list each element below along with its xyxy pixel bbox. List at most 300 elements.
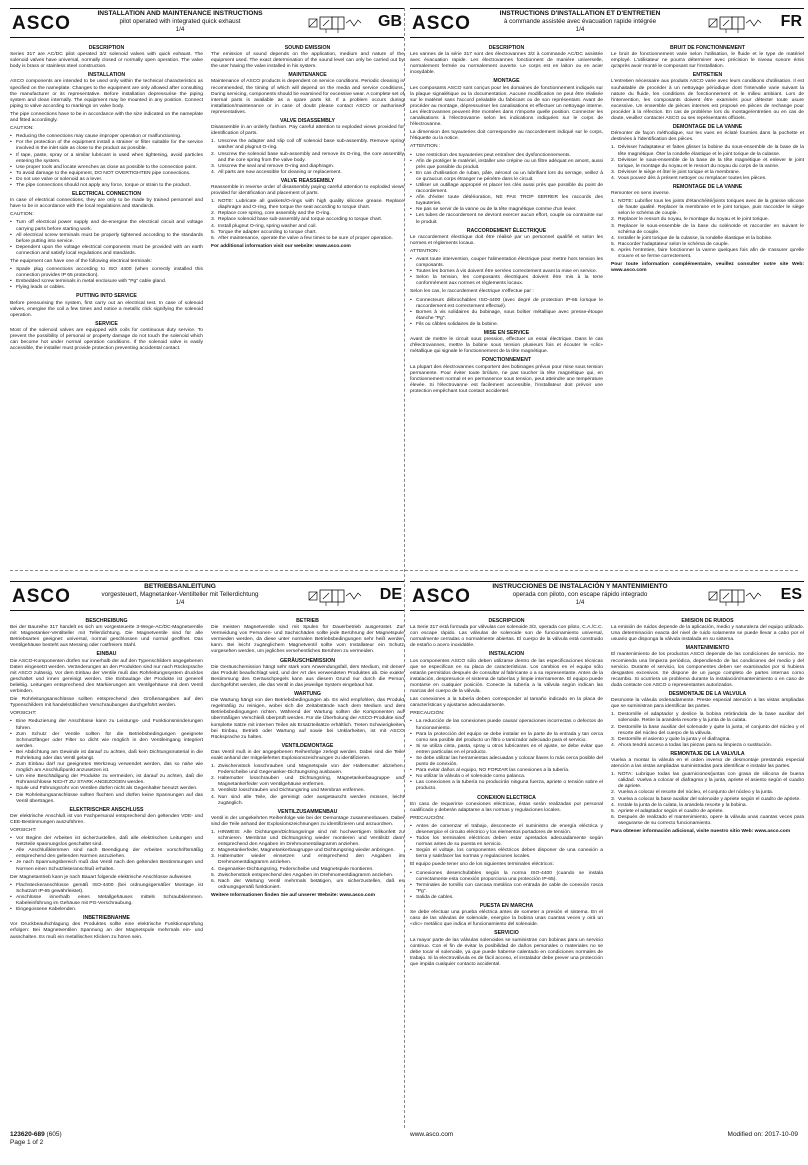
paragraph: Series 317 are AC/DC pilot operated 3/2 solenoid valves with quick exhaust. The solenoid valves have universal, normally closed or normally open operation. The valve body is brass or stainless steel construction. — [10, 52, 203, 70]
numbered-item: 5. Apriete el adaptador según el cuadro de apriete. — [611, 808, 724, 814]
paragraph: La plupart des électrovannes comportent des bobinages prévus pour mise sous tension permanente. Pour éviter toute brûlure, ne pas toucher la tête magnétique qui, en fonctionnement normal et en permanence sous tension, peut atteindre une température élevée. Si l'électrovanne est facilement accessible, l'installateur doit prévoir une protection empêchant tout contact accidentel. — [410, 364, 603, 394]
header-subtitle: vorgesteuert, Magnetanker-Ventilteller mit Tellerdichtung — [101, 591, 259, 598]
numbered-item: 5. Raccorder l'adaptateur selon le schéma de couple. — [611, 241, 730, 247]
paragraph: Les vannes de la série 317 sont des électrovannes 3/2 à commande AC/DC assistée avec évacuation rapide. Les électrovannes fonctionnent de manière universelle, normalement fermée ou normalement ouverte. Le corps est en laiton ou en acier inoxydable. — [410, 52, 603, 76]
section-heading: DESCRIPCION — [488, 618, 525, 624]
numbered-item: 3. Replace solenoid base sub-assembly and torque according to torque chart. — [211, 217, 383, 223]
text-column — [211, 616, 404, 1121]
website-note — [611, 262, 804, 274]
bullet-item: • Une restriction des tuyauteries peut entraîner des dysfonctionnements. — [410, 153, 603, 159]
paragraph: La emisión de ruidos depende de la aplicación, medio y naturaleza del equipo utilizado. Una determinación exacta del nivel de ruido solamente se puede llevar a cabo por el usuario que disponga la válvula instalada en su sistema. — [611, 625, 804, 643]
bullet-item: • Bornes à vis solidaires du bobinage, sous boîtier métallique avec presse-étoupe étanche "Pg". — [410, 310, 603, 322]
column-container — [10, 616, 404, 1121]
instruction-section-de — [10, 581, 404, 1126]
section-heading: MONTAGE — [493, 78, 520, 85]
header-title: BETRIEBSANLEITUNG — [144, 583, 216, 590]
bullet-item: • Eingegossene Kabelenden. — [10, 907, 203, 913]
bullet-item: • Dependent upon the voltage electrical components must be provided with an earth connection and satisfy local regulations and standards. — [10, 245, 203, 257]
numbered-list — [211, 139, 404, 176]
paragraph: La Serie 317 está formada por válvulas con solenoide 3/2, operada con piloto, C.A./C.C. con escape rápido. Las válvulas de solenoide son de funcionamiento universal, normalmente cerradas o normalmente abiertas. El cuerpo de la válvula está construido de estaño o acero inoxidable. — [410, 625, 603, 649]
website-note — [211, 893, 404, 899]
bullet-list — [10, 220, 203, 257]
item-number: 2. — [611, 790, 616, 796]
section-heading: FONCTIONNEMENT — [482, 357, 531, 364]
header-subtitle: à commande assistée avec évacuation rapide intégrée — [503, 18, 657, 25]
item-number: 5. — [211, 229, 216, 235]
item-number: 3. — [211, 163, 216, 169]
section-heading: BRUIT DE FONCTIONNEMENT — [670, 45, 745, 51]
item-number: 4. — [211, 223, 216, 229]
bullet-item: • No utilizar la válvula o el solenoide como palanca. — [410, 774, 603, 780]
section-heading: CONEXION ELECTRICA — [477, 794, 536, 801]
paragraph: Avant de mettre le circuit sous pression, effectuer un essai électrique. Dans le cas d'électrovannes, mettre la bobine sous tension plusieurs fois et écouter le «clic» métallique qui signale le fonctionnement de la tête magnétique. — [410, 337, 603, 355]
paragraph: Die Wartung hängt von den Betriebsbedingungen ab. Es wird empfohlen, das Produkt regelmäßig zu reinigen, wobei sich die Zeitabstände nach dem Medium und den Betriebsbedingungen richten. Während der Wartung sollten die Komponenten auf übermäßigen Verschleiß überprüft werden. Für die Überholung der ASCO-Produkte sind komplette Sätze mit internen Teilen als Ersatzteilsätze erhältlich. Treten Schwierigkeiten bei Einbau, Betrieb oder Wartung auf sowie bei Unklarheiten, ist mit ASCO Rücksprache zu halten. — [211, 698, 404, 740]
section-heading: GERÄUSCHEMISSION — [279, 657, 336, 664]
section-header — [10, 8, 404, 38]
section-heading: WARTUNG — [294, 691, 321, 698]
numbered-item: 5. Torque the adapter according to torque chart. — [211, 229, 317, 235]
section-heading: VENTILZUSAMMENBAU — [277, 808, 338, 815]
numbered-item: 2. Haltemutter losschrauben und Dichtungsring, Magnetankerbaugruppe und Magnetankerfeder vom Ventilgehäuse entfernen. — [211, 776, 404, 788]
bullet-item: • Todos los terminales eléctricos deben estar apretados adecuadamente según normas antes de su puesta en servicio. — [410, 836, 603, 848]
numbered-item: 2. Unscrew the solenoid base sub-assembly and remove its O-ring, the core assembly and the core spring from the valve body. — [211, 151, 404, 163]
section-heading: INSTALACION — [488, 651, 525, 658]
paragraph: Las conexiones a la tubería deben corresponder al tamaño indicado en la placa de características y ajustarse adecuadamente. — [410, 697, 603, 709]
numbered-item: 4. Ahora tendrá acceso a todas las piezas para su limpieza o sustitución. — [611, 742, 772, 748]
item-number: 2. — [211, 211, 216, 217]
bullet-item: • En cas d'utilisation de ruban, pâte, aérosol ou un lubrifiant lors du serrage, veillez à ce qu'aucun corps étranger ne pénètre dans le circuit. — [410, 171, 603, 183]
paragraph: La dimension des tuyauteries doit correspondre au raccordement indiqué sur le corps, l'étiquette ou la notice. — [410, 130, 603, 142]
paragraph: Selon les cas, le raccordement électrique s'effectue par : — [410, 289, 534, 295]
header-subtitle: operada con piloto, con escape rápido integrado — [512, 591, 648, 598]
asco-logo: ASCO — [12, 13, 71, 34]
numbered-item: 2. Vuelva a colocar el resorte del núcleo, el conjunto del núcleo y la junta. — [611, 790, 774, 796]
bullet-item: • Um eine Beschädigung der Produkte zu vermeiden, ist darauf zu achten, daß die Rohranschlüsse NICHT ZU STARK ANGEZOGEN werden. — [10, 774, 203, 786]
numbered-item: 1. NOTE: Lubricate all gaskets/O-rings with high quality silicone grease. Replace diaphragm and O-ring, then torque the seat according to torque chart. — [211, 199, 404, 211]
bullet-list — [410, 298, 603, 328]
bullet-item: • Antes de comenzar el trabajo, desconecte el suministro de energía eléctrica y desenergice el circuito eléctrico y los elementos portadores de tensión. — [410, 824, 603, 836]
bullet-item: • Las conexiones a la tubería no producirán ninguna fuerza, apriete o tensión sobre el producto. — [410, 780, 603, 792]
bullet-list — [10, 267, 203, 291]
item-number: 2. — [211, 151, 216, 157]
section-heading: VENTILDEMONTAGE — [281, 742, 334, 749]
bullet-list — [410, 719, 603, 792]
paragraph: El mantenimiento de los productos ASCO depende de las condiciones de servicio. Se recomienda una limpieza periódica, dependiendo de las condiciones del medio y del servicio. Durante el servicio, los componentes deben ser examinados por si hubiera desgastes excesivos. Se dispone de un juego completo de partes internas como recambio. Si ocurriera un problema durante la instalación/mantenimiento o en caso de duda contacte con ASCO o representantes autorizados. — [611, 652, 804, 688]
item-number: 6. — [611, 247, 616, 253]
website-note-text: Para obtener información adicional, visite nuestro sitio Web: www.asco.com — [611, 829, 791, 834]
numbered-item: 4. Vous pouvez dès à présent nettoyer ou remplacer toutes les pièces. — [611, 175, 767, 181]
item-number: 5. — [611, 241, 616, 247]
paragraph: Démonter de façon méthodique, sur les vues en éclaté fournies dans la pochette et destinées à l'identification des pièces. — [611, 131, 804, 143]
instruction-section-gb — [10, 8, 404, 553]
bullet-item: • Embedded screw terminals in metal enclosure with "Pg" cable gland. — [10, 279, 203, 285]
paragraph: Die ASCO-Komponenten dürfen nur innerhalb der auf den Typenschildern angegebenen Daten eingesetzt werden. Veränderungen an den Produkten sind nur nach Rücksprache mit ASCO zulässig. Vor dem Einbau der Ventile muß das Rohrleitungssystem drucklos geschaltet und innen gereinigt werden. Die Einbaulage der Produkte ist generell beliebig. Leitungen entsprechend den Markierungen am Ventilgehäuse mit dem Ventil verbinden. — [10, 658, 203, 695]
text-column — [10, 616, 203, 1121]
bullet-item: • Vor Beginn der Arbeiten ist sicherzustellen, daß alle elektrischen Leitungen und Netzteile spannungslos geschaltet sind. — [10, 836, 203, 848]
paragraph: Die meisten Magnetventile sind mit Spulen für Dauerbetrieb ausgerüstet. Zur Vermeidung von Personen- und Sachschäden sollte jede Berührung der Magnetspule vermieden werden, da diese unter normalen Betriebsbedingungen sehr heiß werden kann. Bei leicht zugänglichem Magnetventil sollte vom Installateur ein Schutz vorgesehen werden, um jegliches versehentliches Berühren zu vermeiden. — [211, 625, 404, 655]
numbered-item: 2. Replace core spring, core assembly and the O-ring. — [211, 211, 331, 217]
paragraph: ATTENTION : — [410, 144, 441, 150]
bullet-item: • Si se utiliza cinta, pasta, spray u otros lubricantes en el ajuste, se debe evitar que entren partículas en el producto. — [410, 744, 603, 756]
numbered-item: 3. Ventilsitz losschrauben und Dichtungsring und Membran entfernen. — [211, 788, 365, 794]
paragraph: In case of electrical connections, they are only to be made by trained personnel and have to be in accordance with the local regulations and standards. — [10, 198, 203, 210]
bullet-item: • Flying leads or cables. — [10, 285, 203, 291]
section-heading: ELEKTRISCHER ANSCHLUSS — [69, 806, 144, 813]
bullet-item: • Salida de cables. — [410, 895, 603, 901]
text-column — [611, 43, 804, 548]
item-number: 1. — [611, 712, 616, 718]
bullet-item: • Zum Einbau darf nur geeignetes Werkzeug verwendet werden, das so nahe wie möglich am Anschlußpunkt anzusetzen ist. — [10, 762, 203, 774]
paragraph: CAUTION: — [10, 212, 34, 218]
item-number: 2. — [611, 724, 616, 730]
paragraph: Der elektrische Anschluß ist von Fachpersonal entsprechend den geltenden VDE- und CEE-Bestimmungen auszuführen. — [10, 813, 203, 825]
item-number: 4. — [211, 169, 216, 175]
instruction-section-es — [410, 581, 804, 1126]
item-number: 4. — [211, 794, 216, 800]
item-number: 4. — [611, 802, 616, 808]
section-heading: REMONTAJE DE LA VALVULA — [670, 750, 745, 757]
paragraph: The emission of sound depends on the application, medium and nature of the equipment used. The exact determination of the sound level can only be carried out by the user having the valve installed in his system. — [211, 52, 404, 70]
paragraph: VORSICHT: — [10, 828, 37, 833]
vertical-cut-line — [404, 8, 405, 1128]
section-heading: VALVE REASSEMBLY — [280, 177, 335, 184]
item-number: 1. — [211, 830, 216, 835]
numbered-item: 6. Después de realizado el mantenimiento, opere la válvula unas cuantas veces para asegurarse de su correcto funcionamiento. — [611, 814, 804, 826]
numbered-item: 4. Nun sind alle Teile, die gereinigt oder ausgetauscht werden müssen, leicht zugänglich. — [211, 794, 404, 806]
numbered-item: 3. Destornille el asiento y quite la junta y el diafragma. — [611, 736, 731, 742]
section-heading: ELECTRICAL CONNECTION — [71, 191, 142, 198]
numbered-item: 2. Replacer le ressort du noyau, le montage du noyau et le joint torique. — [611, 217, 769, 223]
numbered-item: 1. Dévisser l'adaptateur et faites glisser la bobine du sous-ensemble de la base de la tête magnétique. Ôter la rondelle élastique et le joint torique de la culasse. — [611, 145, 804, 157]
paragraph: PRECAUCIÓN: — [410, 711, 445, 717]
section-heading: SERVICE — [95, 320, 118, 327]
bullet-item: • Afin de protéger le matériel, installer une crépine ou un filtre adéquat en amont, aussi près que possible du produit. — [410, 159, 603, 171]
item-number: 3. — [611, 169, 616, 175]
bullet-item: • Spade plug connections according to ISO 4400 (when correctly installed this connection provides IP 65 protection). — [10, 267, 203, 279]
header-page: 1/4 — [575, 26, 585, 33]
bullet-list — [410, 153, 603, 226]
paragraph: Desmonte la válvula ordenadamente. Preste especial atención a las vistas ampliadas que se suministran para identificar las partes. — [611, 698, 804, 710]
item-number: 4. — [611, 175, 616, 181]
section-heading: BESCHREIBUNG — [85, 618, 128, 624]
revision: (605) — [46, 1131, 62, 1138]
bullet-item: • Se debe utilizar las herramientas adecuadas y colocar llaves lo más cerca posible del punto de conexión. — [410, 756, 603, 768]
paragraph: Das Ventil muß in der angegebenen Reihenfolge zerlegt werden. Dabei sind die Teile exakt anhand der mitgelieferten Explosionszeichnungen zu identifizieren. — [211, 749, 404, 761]
section-heading: EINBAU — [96, 651, 117, 658]
section-heading: INBETRIEBNAHME — [83, 915, 130, 922]
section-heading: REMONTAGE DE LA VANNE — [672, 183, 743, 190]
paragraph: VORSICHT: — [10, 711, 37, 717]
bullet-item: • Anschlüsse innerhalb eines Metallgehäuses mittels Schraubklemmen. Kabeleinführung im Gehäuse mit PG-Verschraubung. — [10, 895, 203, 907]
section-heading: BETRIEB — [296, 618, 319, 624]
bullet-item: • The pipe connections should not apply any force, torque or strain to the product. — [10, 183, 203, 189]
numbered-item: 4. Installer le joint torique de la culasse, la rondelle élastique et la bobine. — [611, 235, 773, 241]
bullet-list — [10, 719, 203, 804]
item-number: 3. — [211, 217, 216, 223]
language-code: FR — [780, 13, 802, 30]
website-note-text: Weitere Informationen finden Sie auf unserer Website: www.asco.com — [211, 892, 375, 898]
bullet-list — [410, 257, 603, 287]
valve-symbol-icon — [306, 587, 364, 607]
bullet-list — [410, 824, 603, 861]
paragraph: Los componentes ASCO sólo deben utilizarse dentro de las especificaciones técnicas que se especifican en su placa de características. Los cambios en el equipo sólo estarán permitidos después de consultar al fabricante o a su representante. Antes de la instalación, despresurice el sistema de tuberías y limpie internamente. El equipo puede montarse en cualquier posición. Conecte la tubería a la válvula según indican las marcas del cuerpo de la válvula. — [410, 658, 603, 695]
section-header — [10, 581, 404, 611]
paragraph: En caso de requerirse conexiones eléctricas, éstas serán realizadas por personal cualificado y deberán adaptarse a las normas y regulaciones locales. — [410, 801, 603, 813]
paragraph: Vor Druckbeaufschlagung des Produktes sollte eine elektrische Funktionsprüfung erfolgen: Bei Magnetventilen Spannung an der Magnetspule mehrmals ein- und ausschalten. Es muß ein metallisches Klicken zu hören sein. — [10, 922, 203, 940]
paragraph: Ventil in der umgekehrten Reihenfolge wie bei der Demontage zusammenbauen. Dabei sind die Teile anhand der Explosionszeichnungen zu identifizieren und anzuordnen. — [211, 815, 404, 827]
bullet-item: • Avant toute intervention, couper l'alimentation électrique pour mettre hors tension les composants. — [410, 257, 603, 269]
column-container — [410, 616, 804, 1121]
header-title: INSTRUCTIONS D'INSTALLATION ET D'ENTRETIEN — [499, 10, 661, 17]
numbered-item: 2. Magnetankerfeder, Magnetankerbaugruppe und Dichtungsring wieder anbringen. — [211, 848, 395, 854]
numbered-item: 1. HINWEIS: Alle Dichtungen/Dichtungsringe sind mit hochwertigem Silikonfett zu schmieren. Membran und Dichtungsring wieder montieren und Ventilsitz dann entsprechend den Angaben im Drehmomentdiagramm anziehen. — [211, 830, 404, 848]
section-heading: MISE EN SERVICE — [483, 330, 530, 337]
footer-web[interactable]: www.asco.com — [410, 1131, 454, 1138]
footer-modified: Modified on: 2017-10-09 — [727, 1131, 798, 1138]
section-heading: DESCRIPTION — [88, 45, 125, 51]
item-number: 6. — [211, 878, 216, 884]
numbered-item: 5. Zwischenstück entsprechend den Angaben im Drehmomentdiagramm anziehen. — [211, 872, 394, 878]
bullet-item: • Toutes les bornes à vis doivent être serrées correctement avant la mise en service. — [410, 269, 603, 275]
item-number: 6. — [211, 235, 216, 241]
bullet-item: • Turn off electrical power supply and de-energise the electrical circuit and voltage carrying parts before starting work. — [10, 220, 203, 232]
column-container — [10, 43, 404, 548]
bullet-item: • Je nach Spannungsbereich muß das Ventil nach den geltenden Bestimmungen und Normen einen Schutzleiteranschluß erhalten. — [10, 860, 203, 872]
bullet-list — [10, 836, 203, 873]
item-number: 2. — [211, 776, 216, 782]
paragraph: Before pressurising the system, first carry out an electrical test. In case of solenoid valves, energise the coil a few times and notice a metallic click signifying the solenoid operation. — [10, 300, 203, 318]
item-number: 5. — [611, 808, 616, 814]
numbered-item: 1. NOTE: Lubrifier tous les joints d'étanchéité/joints toriques avec de la graisse silicone de haute qualité. Replacer la membrane et le joint torique, puis raccorder le siège selon le schéma de couple. — [611, 199, 804, 217]
bullet-item: • Terminales de tornillo con carcasa metálica con entrada de cable de conexión rosca "Pg". — [410, 883, 603, 895]
numbered-item: 3. Haltemutter wieder einsetzen und entsprechend den Angaben im Drehmomentdiagramm anziehen. — [211, 854, 404, 866]
bullet-item: • Reducing the connections may cause improper operation or malfunctioning. — [10, 134, 203, 140]
section-heading: PUTTING INTO SERVICE — [76, 293, 137, 300]
numbered-list — [211, 199, 404, 242]
paragraph: Le bruit de fonctionnement varie selon l'utilisation, le fluide et le type de matériel employé. L'utilisateur ne pourra déterminer avec précision le niveau sonore émis qu'après avoir monté le composant sur l'installation. — [611, 52, 804, 70]
valve-symbol-icon — [306, 14, 364, 34]
numbered-item: 6. Nach der Wartung Ventil mehrmals betätigen, um sicherzustellen, daß es ordnungsgemäß funktioniert. — [211, 878, 404, 890]
bullet-list — [10, 134, 203, 189]
section-heading: MAINTENANCE — [288, 72, 327, 79]
item-number: 5. — [211, 872, 216, 878]
numbered-list — [611, 199, 804, 260]
item-number: 2. — [211, 848, 216, 854]
text-column — [410, 616, 603, 1121]
header-title-block — [58, 10, 302, 34]
paragraph: Bei der Baureihe 317 handelt es sich um vorgesteuerte 3-Wege-AC/DC-Magnetventile mit Magnetanker-Ventilteller mit Tellerdichtung. Die Magnetventile sind für alle Betriebsarten geeignet: universal, normal geschlossen und normal geöffnet. Das Ventilgehäuse besteht aus Messing oder rostfreiem Stahl. — [10, 625, 203, 649]
bullet-list — [410, 871, 603, 901]
paragraph: ASCO components are intended to be used only within the technical characteristics as specified on the nameplate. Changes to the equipment are only allowed after consulting the manufacturer or its representative. Before installation depressurise the piping system and clean internally. The equipment may be mounted in any position. Connect piping to valve according to markings on valve body. — [10, 79, 203, 109]
header-title-block — [458, 10, 702, 34]
language-code: ES — [780, 586, 802, 603]
header-subtitle: pilot operated with integrated quick exhaust — [119, 18, 241, 25]
numbered-item: 4. Instale la junta de la culata, la arandela resorte y la bobina. — [611, 802, 748, 808]
numbered-item: 3. Unscrew the seal and remove O-ring and diaphragm. — [211, 163, 335, 169]
bullet-item: • Connecteurs débrochables ISO-4400 (avec degré de protection IP-65 lorsque le raccordement est correctement effectué). — [410, 298, 603, 310]
section-header — [410, 581, 804, 611]
website-note — [611, 829, 804, 835]
header-page: 1/4 — [575, 599, 585, 606]
item-number: 3. — [211, 854, 216, 860]
paragraph: Vuelva a montar la válvula en el orden inverso de desmontaje prestando especial atención a las vistas ampliadas suministradas para identificar e instalar las partes. — [611, 757, 804, 770]
item-number: 3. — [211, 788, 216, 794]
bullet-item: • All electrical screw terminals must be properly tightened according to the standards before putting into service. — [10, 233, 203, 245]
paragraph: ATTENTION : — [410, 248, 441, 254]
bullet-item: • Les tubes de raccordement ne devront exercer aucun effort, couple ou contrainte sur le produit. — [410, 213, 603, 225]
numbered-item: 4. All parts are now accessible for cleaning or replacement. — [211, 169, 342, 175]
paragraph: Reassemble in reverse order of disassembly paying careful attention to exploded views provided for identification and placement of parts. — [211, 184, 404, 197]
text-column — [211, 43, 404, 548]
bullet-item: • Fils ou câbles solidaires de la bobine. — [410, 322, 603, 328]
item-number: 1. — [611, 199, 616, 205]
bullet-item: • Use proper tools and locate wrenches as close as possible to the connection point. — [10, 165, 203, 171]
item-number: 1. — [611, 145, 616, 151]
language-code: DE — [379, 586, 402, 603]
numbered-list — [211, 764, 404, 807]
numbered-item: 1. Zwischenstück losschrauben und Magnetspule von der Haltemutter abziehen. Federscheibe und Gegenanker-Dichtungsring ausbauen. — [211, 764, 404, 776]
asco-logo: ASCO — [412, 586, 471, 607]
item-number: 4. — [211, 866, 216, 872]
numbered-item: 2. Destornille la base auxiliar del solenoide y quite la junta, el conjunto del núcleo y el resorte del núcleo del cuerpo de la válvula. — [611, 724, 804, 736]
bullet-item: • Conexiones desenchufables según la norma ISO-4400 (cuando se instala correctamente esta conexión proporciona una protección IP-65). — [410, 871, 603, 883]
numbered-item: 2. Dévisser le sous-ensemble de la base de la tête magnétique et enlever le joint torique, le montage du noyau et le ressort du noyau du corps de la vanne. — [611, 157, 804, 169]
page-number: Page 1 of 2 — [10, 1139, 44, 1146]
section-heading: VALVE DISASSEMBLY — [280, 118, 335, 125]
paragraph: Der Magnetantrieb kann je nach Bauart folgende elektrische Anschlüsse aufweisen — [10, 874, 192, 880]
paragraph: The pipe connections have to be in accordance with the size indicated on the nameplate and fitted accordingly. — [10, 111, 203, 124]
item-number: 4. — [611, 742, 616, 748]
item-number: 3. — [611, 796, 616, 802]
website-note — [211, 244, 404, 250]
numbered-list — [611, 145, 804, 182]
bullet-item: • Flachsteckeranschlüsse gemäß ISO-4400 (bei ordnungsgemäßer Montage ist Schutzart IP-65 gewährleistet). — [10, 883, 203, 895]
bullet-item: • Die Rohrleitungsanschlüsse sollten fluchten und dürfen keine Spannungen auf das Ventil übertragen. — [10, 793, 203, 805]
text-column — [611, 616, 804, 1121]
bullet-item: • Eine Reduzierung der Anschlüsse kann zu Leistungs- und Funktionsminderungen führen. — [10, 719, 203, 731]
paragraph: La mayor parte de las válvulas solenoides se suministran con bobinas para un servicio continuo. Con el fin de evitar la posibilidad de daños personales o materiales no se debe tocar el solenoide, ya que puede haberse calentado en condiciones normales de trabajo. Si la electroválvula es de fácil acceso, el instalador debe prever una protección que impida cualquier contacto accidental. — [410, 937, 603, 967]
bullet-item: • For the protection of the equipment install a strainer or filter suitable for the service involved in the inlet side as close to the product as possible. — [10, 140, 203, 152]
paragraph: L'entretien nécessaire aux produits ASCO varie avec leurs conditions d'utilisation. Il est souhaitable de procéder à un nettoyage périodique dont l'intervalle varie suivant la nature du fluide, les conditions de fonctionnement et le milieu ambiant. Lors de l'intervention, les composants doivent être examinés pour détecter toute usure excessive. Un ensemble de pièces internes est proposé en pièces de rechange pour procéder à la réfection. En cas de problème lors du montage/entretien ou en cas de doute, veuillez contacter ASCO ou ses représentants officiels. — [611, 79, 804, 122]
numbered-item: 6. After maintenance, operate the valve a few times to be sure of proper operation. — [211, 235, 393, 241]
paragraph: Most of the solenoid valves are equipped with coils for continuous duty service. To prevent the possibility of personal or property damage do not touch the solenoid which can become hot under normal operation conditions. If the solenoid valve is easily accessible, the installer must provide protection preventing accidental contact. — [10, 327, 203, 352]
horizontal-cut-line — [10, 570, 798, 571]
numbered-list — [211, 830, 404, 891]
section-heading: PUESTA EN MARCHA — [479, 903, 534, 910]
bullet-item: • If tape, paste, spray or a similar lubricant is used when tightening, avoid particles entering the system. — [10, 153, 203, 165]
bullet-item: • Zum Schutz der Ventile sollten für die Betriebsbedingungen geeignete Schmutzfänger oder Filter so dicht wie möglich in den Ventileingang integriert werden. — [10, 732, 203, 750]
bullet-item: • Bei Abdichtung am Gewinde ist darauf zu achten, daß kein Dichtungsmaterial in die Rohrleitung oder das Ventil gelangt. — [10, 750, 203, 762]
text-column — [10, 43, 203, 548]
bullet-item: • To avoid damage to the equipment, DO NOT OVERTIGHTEN pipe connections. — [10, 171, 203, 177]
numbered-item: 4. Install plugnut O-ring, spring washer and coil. — [211, 223, 317, 229]
numbered-item: 3. Vuelva a colocar la base auxiliar del solenoide y apriete según el cuadro de apriete. — [611, 796, 801, 802]
section-heading: MANTENIMIENTO — [685, 645, 730, 652]
valve-symbol-icon — [706, 587, 764, 607]
bullet-item: • Según el voltaje, los componentes eléctricos deben disponer de una conexión a tierra y satisfacer las normas y regulaciones locales. — [410, 848, 603, 860]
paragraph: The equipment can have one of the following electrical terminals: — [10, 259, 152, 264]
numbered-item: 1. Unscrew the adapter and slip coil off solenoid base sub-assembly. Remove spring washer and plugnut O-ring. — [211, 139, 404, 151]
asco-logo: ASCO — [412, 13, 471, 34]
paragraph: Die Geräuschemission hängt sehr stark vom Anwendungsfall, dem Medium, mit denen das Produkt beaufschlagt wird, und der Art des verwendeten Produktes ab. Die exakte Bestimmung des Geräuschpegels kann aus diesem Grund nur durch die Person durchgeführt werden, die das Ventil in das jeweilige System eingebaut hat. — [211, 664, 404, 688]
paragraph: Disassemble in an orderly fashion. Pay careful attention to exploded views provided for identification of parts. — [211, 125, 404, 137]
website-note-text: For additional information visit our website: www.asco.com — [211, 243, 351, 249]
section-heading: DESMONTAJE DE LA VALVULA — [668, 691, 747, 698]
bullet-item: • Para evitar daños al equipo, NO FORZAR las conexiones a la tubería. — [410, 768, 603, 774]
paragraph: PRECAUCIÓN: — [410, 815, 445, 821]
item-number: 1. — [611, 772, 616, 778]
paragraph: Maintenance of ASCO products is dependent on service conditions. Periodic cleaning is recommended, the timing of which will depend on the media and service conditions. During servicing, components should be examined for excessive wear. A complete set of internal parts is available as a spare parts kit. If a problem occurs during installation/maintenance or in case of doubt please contact ASCO or authorised representatives. — [211, 79, 404, 115]
footer-left — [10, 1131, 62, 1147]
bullet-item: • Para la protección del equipo se debe instalar en la parte de la entrada y tan cerca como sea posible del producto un filtro o tamizador adecuado para el servicio. — [410, 732, 603, 744]
paragraph: Se debe efectuar una prueba eléctrica antes de someter a presión el sistema. En el caso de las válvulas de solenoide, energice la bobina unas cuantas veces y oirá un «clic» metálico que indica el funcionamiento del solenoide. — [410, 910, 603, 928]
header-title: INSTALLATION AND MAINTENANCE INSTRUCTIONS — [97, 10, 263, 17]
paragraph: Les composants ASCO sont conçus pour les domaines de fonctionnement indiqués sur la plaque signalétique ou la documentation. Aucune modification ne peut être réalisée sur le matériel sans l'accord préalable du fabricant ou de son représentant. Avant de procéder au montage, dépressuriser les canalisations et effectuer un nettoyage interne. Les électrovannes peuvent être montées dans n'importe quelle position. Connecter les canalisations à l'électrovanne selon les indications indiquées sur le corps de l'électrovanne. — [410, 85, 603, 128]
header-page: 1/4 — [175, 599, 185, 606]
paragraph: Le raccordement électrique doit être réalisé par un personnel qualifié et selon les normes et règlements locaux. — [410, 234, 603, 246]
asco-logo: ASCO — [12, 586, 71, 607]
section-header — [410, 8, 804, 38]
bullet-item: • La reducción de las conexiones puede causar operaciones incorrectas o defectos de funcionamiento. — [410, 719, 603, 731]
item-number: 1. — [211, 764, 216, 770]
language-code: GB — [378, 13, 402, 30]
document-code: 123620-689 — [10, 1131, 45, 1138]
header-page: 1/4 — [175, 26, 185, 33]
numbered-item: 4. Gegenanker-Dichtungsring, Federscheibe und Magnetspule montieren. — [211, 866, 374, 872]
item-number: 2. — [611, 157, 616, 163]
paragraph: Remonter en sens inverse. — [611, 191, 671, 197]
numbered-item: 1. Destornille el adaptador y deslice la bobina retirándola de la base auxiliar del solenoide. Retire la arandela resorte y la junta de la culata. — [611, 712, 804, 724]
item-number: 4. — [611, 235, 616, 241]
header-title-block — [58, 583, 302, 607]
bullet-item: • Selon la tension, les composants électriques doivent être mis à la terre conformément aux normes et règlements locaux. — [410, 275, 603, 287]
section-heading: EMISION DE RUIDOS — [681, 618, 734, 624]
numbered-item: 6. Après l'entretien, faire fonctionner la vanne quelques fois afin de s'assurer qu'elle s'ouvre et se ferme correctement. — [611, 247, 804, 259]
section-heading: DESCRIPTION — [488, 45, 525, 51]
paragraph: El equipo puede tener uno de los siguientes terminales eléctricos: — [410, 862, 554, 868]
item-number: 3. — [611, 223, 616, 229]
bullet-item: • Do not use valve or solenoid as a lever. — [10, 177, 203, 183]
website-note-text: Pour toute information complémentaire, veuillez consulter notre site Web: www.asco.com — [611, 262, 804, 274]
section-heading: SOUND EMISSION — [284, 45, 331, 51]
item-number: 1. — [211, 199, 216, 205]
item-number: 6. — [611, 814, 616, 820]
bullet-item: • Spule und Führungsrohr von Ventilen dürfen nicht als Gegenhalter benutzt werden. — [10, 786, 203, 792]
bullet-item: • Afin d'éviter toute détérioration, NE PAS TROP SERRER les raccords des tuyauteries. — [410, 195, 603, 207]
item-number: 3. — [611, 736, 616, 742]
section-heading: SERVICIO — [494, 930, 519, 937]
numbered-item: 1. NOTA: Lubrique todas las guarniciones/juntas con grasa de silicona de buena calidad. Vuelva a colocar el diafragma y la junta, apriete el asiento según el cuadro de apriete. — [611, 772, 804, 790]
numbered-list — [611, 772, 804, 827]
column-container — [410, 43, 804, 548]
section-heading: DEMONTAGE DE LA VANNE — [672, 124, 743, 131]
numbered-item: 3. Dévisser le siège et ôter le joint torique et la membrane. — [611, 169, 741, 175]
section-heading: INSTALLATION — [87, 72, 126, 79]
paragraph: CAUTION: — [10, 126, 34, 132]
section-heading: RACCORDEMENT ÉLECTRIQUE — [466, 227, 547, 234]
numbered-list — [611, 712, 804, 749]
header-title-block — [458, 583, 702, 607]
header-title: INSTRUCCIONES DE INSTALACIÓN Y MANTENIMIENTO — [492, 583, 668, 590]
numbered-item: 3. Replacer le sous-ensemble de la base du solénoïde et raccorder en suivant le schéma de couple. — [611, 223, 804, 235]
item-number: 2. — [611, 217, 616, 223]
item-number: 1. — [211, 139, 216, 145]
valve-symbol-icon — [706, 14, 764, 34]
bullet-item: • Alle Anschlußklemmen sind nach Beendigung der Arbeiten vorschriftsmäßig entsprechend den geltenden Normen anzuziehen. — [10, 848, 203, 860]
bullet-item: • Utiliser un outillage approprié et placer les clés aussi près que possible du point de raccordement. — [410, 183, 603, 195]
paragraph: Die Rohrleitungsanschlüsse sollten entsprechend den Größenangaben auf den Typenschildern mit handelsüblichen Verschraubungen durchgeführt werden. — [10, 697, 203, 709]
text-column — [410, 43, 603, 548]
